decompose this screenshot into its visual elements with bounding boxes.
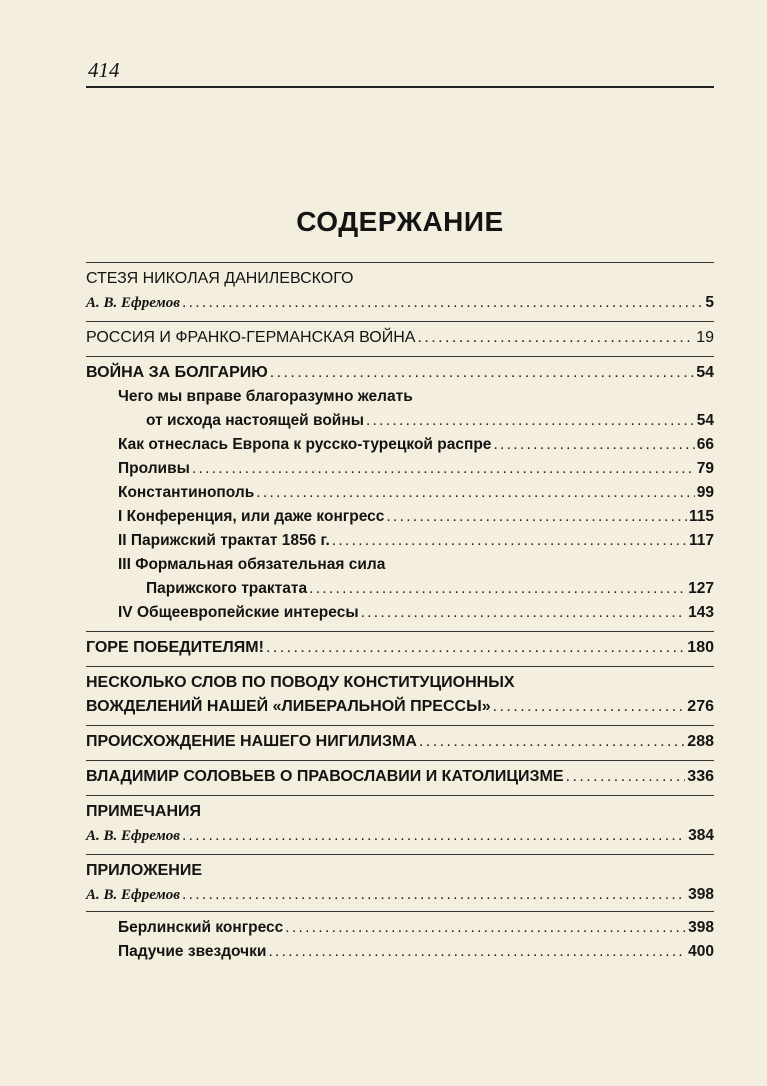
toc-heading: ПРИЛОЖЕНИЕ	[86, 862, 202, 879]
toc-author: А. В. Ефремов	[86, 828, 181, 844]
dot-leader	[309, 577, 686, 601]
toc-entry[interactable]	[86, 529, 714, 553]
toc-entry[interactable]	[86, 326, 714, 350]
toc-page-number: 398	[688, 886, 714, 903]
dot-leader	[256, 481, 694, 505]
toc-page-number: 54	[696, 412, 714, 429]
toc-section-efremov-intro	[86, 263, 714, 321]
dot-leader	[266, 636, 685, 660]
toc-entry[interactable]	[86, 824, 714, 848]
toc-page-number: 99	[696, 484, 714, 501]
toc-section-gore	[86, 632, 714, 666]
dot-leader	[419, 730, 685, 754]
toc-entry[interactable]	[86, 601, 714, 625]
toc-label: IV Общеевропейские интересы	[118, 604, 359, 621]
toc-entry[interactable]	[86, 361, 714, 385]
dot-leader	[182, 883, 686, 907]
toc-label: Берлинский конгресс	[118, 919, 284, 936]
toc-page-number: 398	[688, 919, 714, 936]
toc-entry[interactable]	[86, 291, 714, 315]
toc-section-constitution	[86, 667, 714, 725]
toc-author: А. В. Ефремов	[86, 295, 181, 311]
dot-leader	[182, 291, 703, 315]
dot-leader	[270, 361, 694, 385]
toc-page-number: 115	[688, 508, 714, 525]
toc-label: РОССИЯ И ФРАНКО-ГЕРМАНСКАЯ ВОЙНА	[86, 329, 416, 346]
dot-leader	[192, 457, 695, 481]
toc-entry[interactable]	[86, 577, 714, 601]
dot-leader	[417, 326, 694, 350]
page-number: 414	[88, 58, 120, 82]
toc-section-solovyov	[86, 761, 714, 795]
toc-entry[interactable]	[86, 636, 714, 660]
page-title: СОДЕРЖАНИЕ	[296, 206, 504, 237]
toc-label: ГОРЕ ПОБЕДИТЕЛЯМ!	[86, 639, 264, 656]
toc-page-number: 54	[696, 364, 714, 381]
toc-label: Падучие звездочки	[118, 943, 267, 960]
toc-label: ПРОИСХОЖДЕНИЕ НАШЕГО НИГИЛИЗМА	[86, 733, 417, 750]
dot-leader	[493, 433, 694, 457]
toc-entry[interactable]	[86, 916, 714, 940]
dot-leader	[366, 409, 695, 433]
toc-label-line: Чего мы вправе благоразумно желать	[118, 388, 413, 405]
toc-entry[interactable]	[86, 730, 714, 754]
toc-page-number: 19	[696, 329, 714, 346]
toc-section-notes	[86, 796, 714, 854]
toc-entry[interactable]	[86, 409, 714, 433]
toc-label: II Парижский трактат 1856 г.	[118, 532, 330, 549]
dot-leader	[493, 695, 686, 719]
dot-leader	[268, 940, 686, 964]
toc-section-bulgaria	[86, 357, 714, 631]
toc-divider	[86, 911, 714, 912]
toc-page-number: 180	[687, 639, 714, 656]
toc-label: I Конференция, или даже конгресс	[118, 508, 385, 525]
toc-page-number: 66	[696, 436, 714, 453]
dot-leader	[285, 916, 686, 940]
toc-entry[interactable]	[86, 457, 714, 481]
toc-section-appendix	[86, 855, 714, 970]
toc-page-number: 143	[688, 604, 714, 621]
dot-leader	[566, 765, 686, 789]
header-rule	[86, 86, 714, 88]
toc-label: ВОЙНА ЗА БОЛГАРИЮ	[86, 364, 268, 381]
dot-leader	[361, 601, 687, 625]
toc-author: А. В. Ефремов	[86, 887, 181, 903]
toc-label: Константинополь	[118, 484, 255, 501]
toc-page-number: 288	[687, 733, 714, 750]
toc-page-number: 384	[688, 827, 714, 844]
toc-label-line: НЕСКОЛЬКО СЛОВ ПО ПОВОДУ КОНСТИТУЦИОННЫХ	[86, 674, 515, 691]
dot-leader	[332, 529, 687, 553]
toc-page-number: 276	[687, 698, 714, 715]
toc-label: ВЛАДИМИР СОЛОВЬЕВ О ПРАВОСЛАВИИ И КАТОЛИЦИЗМЕ	[86, 768, 564, 785]
toc-label: Парижского трактата	[146, 580, 308, 597]
toc-page-number: 117	[688, 532, 714, 549]
toc-page-number: 79	[696, 460, 714, 477]
toc-entry[interactable]	[86, 505, 714, 529]
dot-leader	[182, 824, 686, 848]
toc-heading: ПРИМЕЧАНИЯ	[86, 803, 202, 820]
toc-entry[interactable]	[86, 883, 714, 907]
toc-page-number: 5	[705, 294, 714, 311]
toc-label: Проливы	[118, 460, 190, 477]
toc-entry[interactable]	[86, 940, 714, 964]
toc-heading: СТЕЗЯ НИКОЛАЯ ДАНИЛЕВСКОГО	[86, 270, 354, 287]
toc-section-nihilism	[86, 726, 714, 760]
toc-entry[interactable]	[86, 433, 714, 457]
toc-page-number: 127	[688, 580, 714, 597]
toc-page-number: 400	[688, 943, 714, 960]
toc-section-russia-war	[86, 322, 714, 356]
toc-page-number: 336	[687, 768, 714, 785]
dot-leader	[386, 505, 687, 529]
toc-label: Как отнеслась Европа к русско-турецкой распре	[118, 436, 492, 453]
toc-label: от исхода настоящей войны	[146, 412, 364, 429]
table-of-contents	[86, 262, 714, 970]
toc-entry[interactable]	[86, 765, 714, 789]
toc-label: ВОЖДЕЛЕНИЙ НАШЕЙ «ЛИБЕРАЛЬНОЙ ПРЕССЫ»	[86, 698, 491, 715]
toc-label-line: III Формальная обязательная сила	[118, 556, 386, 573]
toc-entry[interactable]	[86, 695, 714, 719]
toc-entry[interactable]	[86, 481, 714, 505]
